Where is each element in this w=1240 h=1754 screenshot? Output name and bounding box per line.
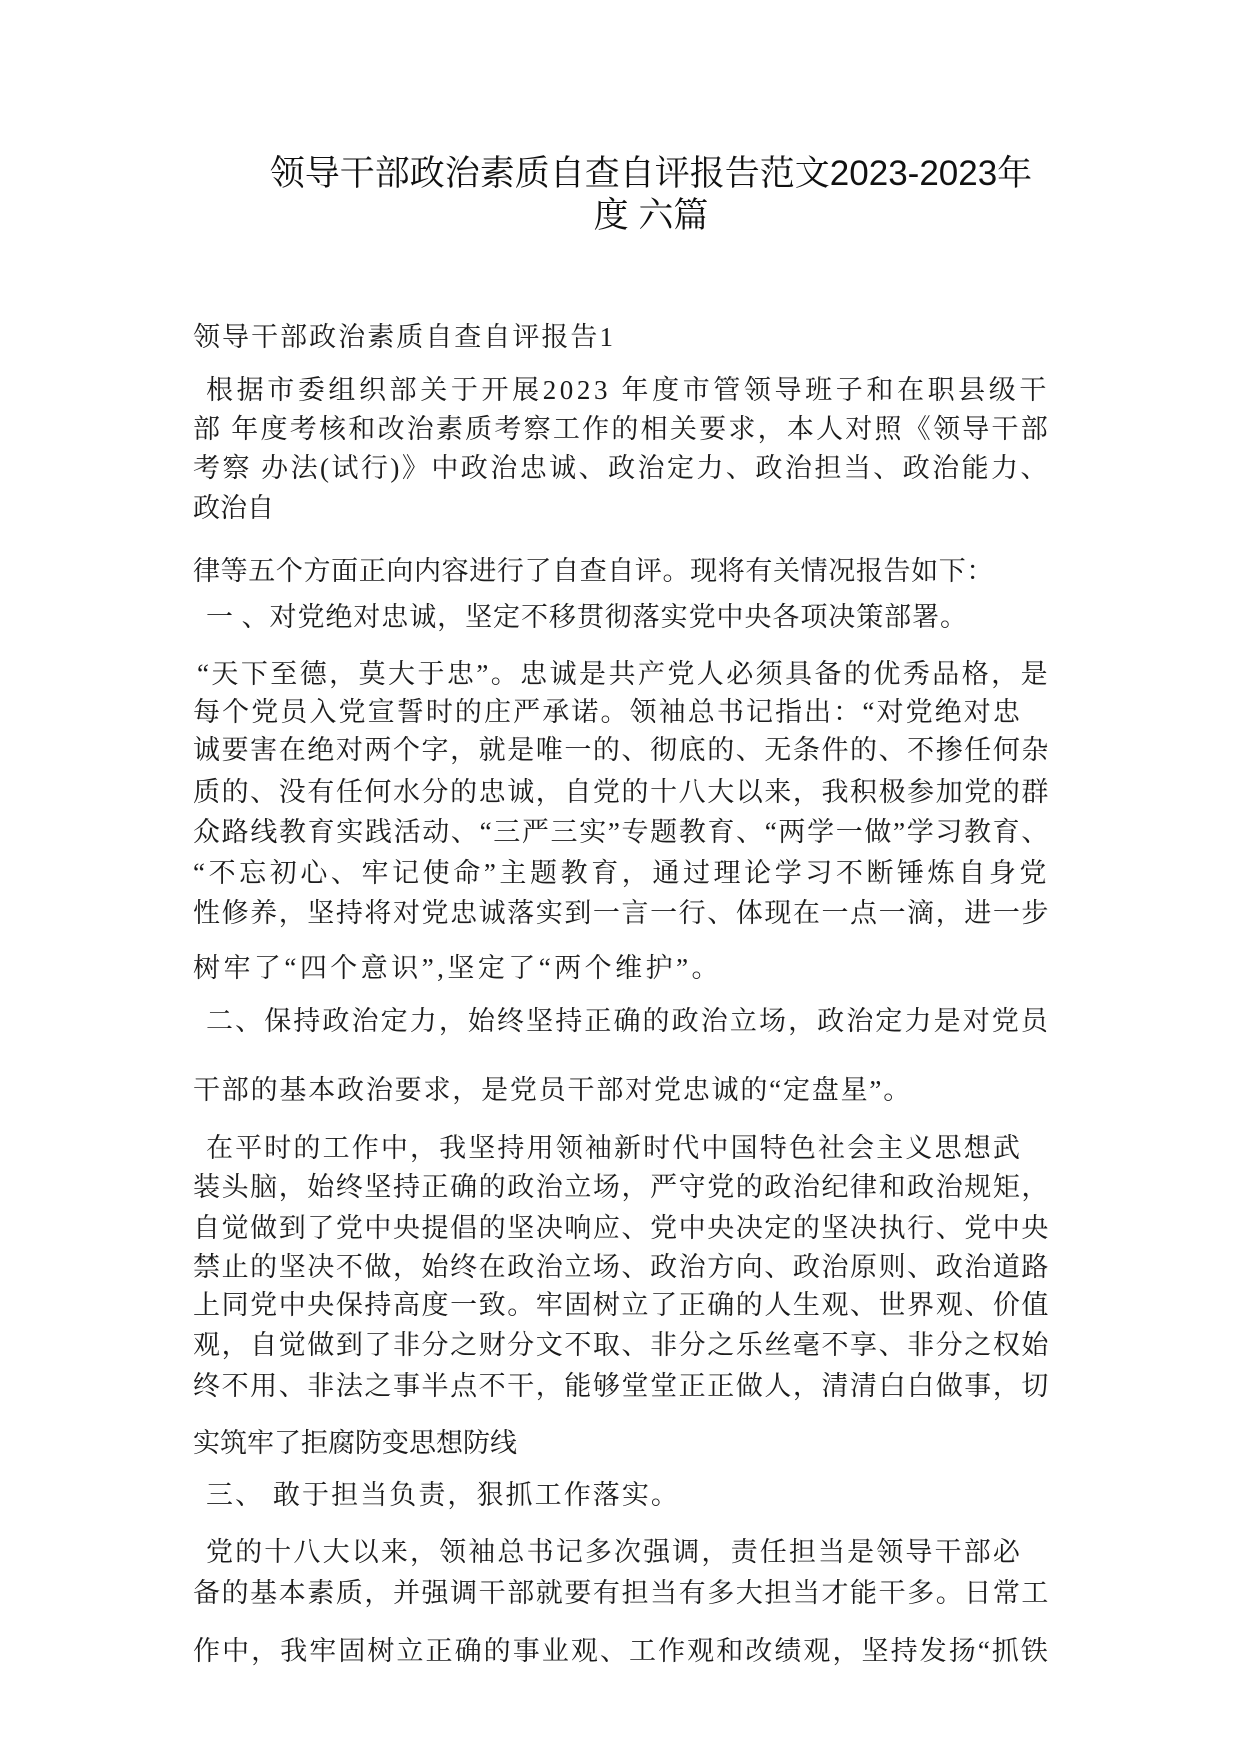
- text-line: 树牢了“四个意识”,坚定了“两个维护”。: [193, 953, 722, 983]
- text-line: 部 年度考核和改治素质考察工作的相关要求，本人对照《领导干部: [193, 414, 1050, 444]
- text-line: 根据市委组织部关于开展2023 年度市管领导班子和在职县级干: [206, 375, 1050, 405]
- section-heading-2: 二、保持政治定力，始终坚持正确的政治立场，政治定力是对党员: [206, 1006, 1050, 1036]
- text-line: 干部的基本政治要求，是党员干部对党忠诚的“定盘星”。: [193, 1075, 912, 1105]
- document-title-line-2: 度 六篇: [593, 196, 709, 235]
- text-line: 自觉做到了党中央提倡的坚决响应、党中央决定的坚决执行、党中央: [193, 1213, 1050, 1243]
- text-line: 质的、没有任何水分的忠诚，自党的十八大以来，我积极参加党的群: [193, 777, 1050, 807]
- text-line: 政治自: [193, 493, 274, 523]
- text-line: “不忘初心、牢记使命”主题教育，通过理论学习不断锤炼自身党: [193, 858, 1050, 888]
- text-line: 每个党员入党宣誓时的庄严承诺。领袖总书记指出：“对党绝对忠: [193, 697, 1022, 727]
- text-line: 在平时的工作中，我坚持用领袖新时代中国特色社会主义思想武: [206, 1133, 1022, 1163]
- text-line: 上同党中央保持高度一致。牢固树立了正确的人生观、世界观、价值: [193, 1290, 1050, 1320]
- text-line: 禁止的坚决不做，始终在政治立场、政治方向、政治原则、政治道路: [193, 1252, 1050, 1282]
- text-line: 考察 办法(试行)》中政治忠诚、政治定力、政治担当、政治能力、: [193, 453, 1050, 483]
- text-line: 终不用、非法之事半点不干，能够堂堂正正做人，清清白白做事，切: [193, 1371, 1050, 1401]
- section-heading-1: 一 、对党绝对忠诚，坚定不移贯彻落实党中央各项决策部署。: [206, 602, 968, 632]
- text-line: 性修养，坚持将对党忠诚落实到一言一行、体现在一点一滴，进一步: [193, 898, 1050, 928]
- text-line: 党的十八大以来，领袖总书记多次强调，责任担当是领导干部必: [206, 1537, 1022, 1567]
- section-heading-3: 三、 敢于担当负责，狠抓工作落实。: [206, 1480, 680, 1510]
- text-line: 观，自觉做到了非分之财分文不取、非分之乐丝毫不享、非分之权始: [193, 1330, 1050, 1360]
- text-line: 众路线教育实践活动、“三严三实”专题教育、“两学一做”学习教育、: [193, 817, 1050, 847]
- report-heading: 领导干部政治素质自查自评报告1: [193, 322, 615, 352]
- document-title-line-1: 领导干部政治素质自查自评报告范文2023-2023年: [269, 154, 1033, 193]
- text-line: 诚要害在绝对两个字，就是唯一的、彻底的、无条件的、不掺任何杂: [193, 735, 1050, 765]
- text-line: 作中，我牢固树立正确的事业观、工作观和改绩观，坚持发扬“抓铁: [193, 1636, 1050, 1666]
- text-line: 备的基本素质，并强调干部就要有担当有多大担当才能干多。日常工: [193, 1578, 1050, 1608]
- text-line: 律等五个方面正向内容进行了自查自评。现将有关情况报告如下：: [193, 556, 994, 586]
- text-line: “天下至德，莫大于忠”。忠诚是共产党人必须具备的优秀品格，是: [197, 659, 1050, 689]
- text-line: 实筑牢了拒腐防变思想防线: [193, 1428, 517, 1458]
- text-line: 装头脑，始终坚持正确的政治立场，严守党的政治纪律和政治规矩，: [193, 1172, 1050, 1202]
